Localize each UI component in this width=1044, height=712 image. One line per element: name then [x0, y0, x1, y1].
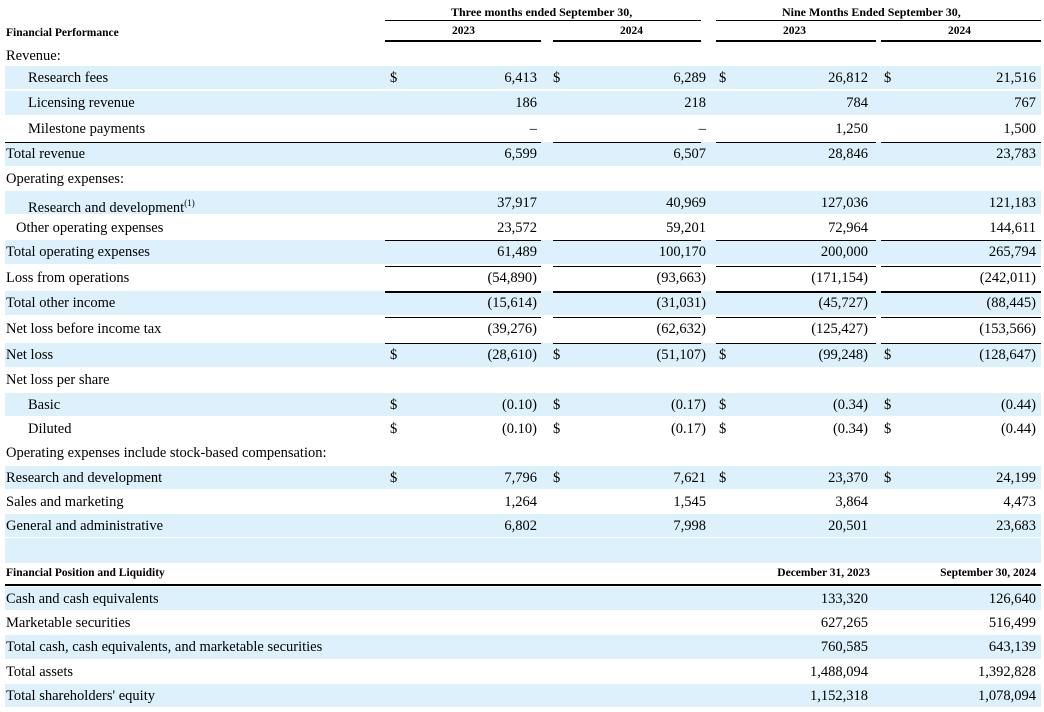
row-value: (0.10) [501, 397, 537, 413]
rule-line [553, 142, 701, 143]
section-title: Financial Performance [6, 27, 119, 39]
row-value: 1,264 [504, 494, 537, 510]
position-value: 760,585 [820, 639, 868, 655]
dollar-sign: $ [553, 397, 561, 413]
position-value: 1,078,094 [978, 688, 1036, 704]
position-col-header: September 30, 2024 [940, 567, 1036, 579]
row-value: (171,154) [811, 270, 868, 286]
row-label: Research and development [6, 470, 163, 486]
rule-line [553, 40, 701, 42]
row-value: (31,031) [656, 295, 706, 311]
row-value: 72,964 [828, 220, 868, 236]
row-value: (28,610) [487, 347, 537, 363]
rule-line [553, 343, 701, 344]
row-label: Revenue: [6, 48, 61, 64]
rule-line [716, 317, 876, 318]
dollar-sign: $ [719, 397, 727, 413]
rule-line [881, 343, 1041, 344]
position-band [5, 587, 1041, 610]
position-label: Marketable securities [6, 615, 131, 631]
row-value: (153,566) [979, 321, 1036, 337]
rule-line [385, 20, 701, 21]
position-band [5, 684, 1041, 707]
position-value: 516,499 [988, 615, 1036, 631]
rule-line [385, 266, 541, 267]
nine-months-header: Nine Months Ended September 30, [782, 5, 961, 19]
position-value: 1,488,094 [810, 664, 868, 680]
dollar-sign: $ [719, 70, 727, 86]
row-value: (242,011) [979, 270, 1036, 286]
year-header: 2023 [452, 25, 475, 37]
dollar-sign: $ [390, 347, 398, 363]
rule-line [5, 584, 1041, 586]
dollar-sign: $ [553, 470, 561, 486]
dollar-sign: $ [390, 421, 398, 437]
rule-line [716, 343, 876, 344]
rule-line [5, 142, 385, 143]
row-value: (93,663) [656, 270, 706, 286]
dollar-sign: $ [719, 347, 727, 363]
row-value: 121,183 [988, 195, 1036, 211]
row-value: 144,611 [989, 220, 1036, 236]
row-value: – [698, 121, 706, 137]
row-label: Licensing revenue [28, 95, 135, 111]
row-value: 23,572 [497, 220, 537, 236]
row-value: 61,489 [497, 244, 537, 260]
footnote-marker: (1) [184, 198, 195, 208]
year-header: 2023 [783, 25, 806, 37]
position-value: 126,640 [988, 591, 1036, 607]
row-label: Research fees [28, 70, 109, 86]
rule-line [881, 266, 1041, 267]
row-label: Net loss before income tax [6, 321, 162, 337]
row-value: – [529, 121, 537, 137]
position-label: Total cash, cash equivalents, and marketable securities [6, 639, 323, 655]
row-label: Milestone payments [28, 121, 146, 137]
row-value: 100,170 [658, 244, 706, 260]
row-label: Net loss [6, 347, 54, 363]
row-value: (0.34) [832, 397, 868, 413]
row-value: 7,621 [673, 470, 706, 486]
year-header: 2024 [620, 25, 643, 37]
dollar-sign: $ [390, 470, 398, 486]
row-value: 20,501 [828, 518, 868, 534]
row-value: 24,199 [996, 470, 1036, 486]
dollar-sign: $ [553, 421, 561, 437]
rule-line [881, 240, 1041, 241]
row-label: Loss from operations [6, 270, 130, 286]
row-value: 59,201 [666, 220, 706, 236]
position-value: 1,152,318 [810, 688, 868, 704]
row-value: 23,783 [996, 146, 1036, 162]
row-value: 767 [1014, 95, 1036, 111]
row-label: Total operating expenses [6, 244, 150, 260]
row-value: 1,500 [1003, 121, 1036, 137]
row-value: (0.10) [501, 421, 537, 437]
year-header: 2024 [948, 25, 971, 37]
row-value: 127,036 [820, 195, 868, 211]
row-label: Operating expenses include stock-based compensation: [6, 445, 327, 461]
row-value: (54,890) [487, 270, 537, 286]
three-months-header: Three months ended September 30, [451, 5, 633, 19]
row-value: (39,276) [487, 321, 537, 337]
row-value: (51,107) [656, 347, 706, 363]
row-value: (62,632) [656, 321, 706, 337]
position-value: 133,320 [820, 591, 868, 607]
row-label: Basic [28, 397, 61, 413]
row-label: Net loss per share [6, 372, 110, 388]
row-value: 1,250 [835, 121, 868, 137]
rule-line [385, 291, 541, 293]
row-value: (128,647) [979, 347, 1036, 363]
rule-line [553, 291, 701, 293]
rule-line [385, 317, 541, 318]
row-value: 40,969 [666, 195, 706, 211]
spacer-band [5, 538, 1041, 563]
row-value: (125,427) [811, 321, 868, 337]
row-value: 6,507 [673, 146, 706, 162]
row-value: 23,370 [828, 470, 868, 486]
row-value: 265,794 [988, 244, 1036, 260]
row-value: 7,998 [673, 518, 706, 534]
dollar-sign: $ [719, 470, 727, 486]
rule-line [716, 266, 876, 267]
row-value: 6,599 [504, 146, 537, 162]
row-value: (15,614) [487, 295, 537, 311]
row-value: 200,000 [820, 244, 868, 260]
rule-line [881, 317, 1041, 318]
row-label: Research and development$^{(1)}$ [28, 198, 195, 216]
rule-line [716, 291, 876, 293]
row-value: (0.44) [1000, 421, 1036, 437]
row-value: (0.17) [670, 421, 706, 437]
dollar-sign: $ [390, 397, 398, 413]
row-value: (45,727) [818, 295, 868, 311]
row-label: Total revenue [6, 146, 86, 162]
dollar-sign: $ [884, 397, 892, 413]
rule-line [385, 343, 541, 344]
dollar-sign: $ [884, 421, 892, 437]
row-value: (0.17) [670, 397, 706, 413]
row-value: (99,248) [818, 347, 868, 363]
row-label: Total other income [6, 295, 116, 311]
position-value: 643,139 [988, 639, 1036, 655]
rule-line [881, 40, 1041, 42]
dollar-sign: $ [884, 70, 892, 86]
rule-line [881, 142, 1041, 143]
position-label: Total assets [6, 664, 74, 680]
rule-line [716, 40, 876, 42]
dollar-sign: $ [553, 347, 561, 363]
position-col-header: December 31, 2023 [777, 567, 870, 579]
rule-line [716, 240, 876, 241]
row-value: (88,445) [986, 295, 1036, 311]
row-label: General and administrative [6, 518, 164, 534]
row-value: 3,864 [835, 494, 868, 510]
row-value: 21,516 [996, 70, 1036, 86]
rule-line [385, 142, 541, 143]
row-value: 784 [846, 95, 868, 111]
row-value: 218 [684, 95, 706, 111]
row-value: (0.34) [832, 421, 868, 437]
row-label: Sales and marketing [6, 494, 124, 510]
row-label: Diluted [28, 421, 72, 437]
row-value: 186 [515, 95, 537, 111]
row-value: 6,802 [504, 518, 537, 534]
dollar-sign: $ [553, 70, 561, 86]
row-value: 1,545 [673, 494, 706, 510]
row-label: Operating expenses: [6, 171, 124, 187]
row-value: 6,289 [673, 70, 706, 86]
row-value: 28,846 [828, 146, 868, 162]
row-value: 37,917 [497, 195, 537, 211]
rule-line [553, 240, 701, 241]
position-value: 627,265 [820, 615, 868, 631]
row-value: 26,812 [828, 70, 868, 86]
rule-line [553, 266, 701, 267]
position-label: Cash and cash equivalents [6, 591, 159, 607]
rule-line [385, 240, 541, 241]
position-label: Total shareholders' equity [6, 688, 155, 704]
dollar-sign: $ [719, 421, 727, 437]
dollar-sign: $ [390, 70, 398, 86]
rule-line [716, 20, 1041, 21]
row-value: 23,683 [996, 518, 1036, 534]
rule-line [881, 291, 1041, 293]
row-value: (0.44) [1000, 397, 1036, 413]
dollar-sign: $ [884, 347, 892, 363]
row-value: 6,413 [504, 70, 537, 86]
row-label: Other operating expenses [16, 220, 164, 236]
rule-line [385, 40, 541, 42]
row-value: 4,473 [1003, 494, 1036, 510]
rule-line [553, 317, 701, 318]
rule-line [716, 142, 876, 143]
dollar-sign: $ [884, 470, 892, 486]
position-title: Financial Position and Liquidity [6, 567, 165, 579]
position-value: 1,392,828 [978, 664, 1036, 680]
row-value: 7,796 [504, 470, 537, 486]
